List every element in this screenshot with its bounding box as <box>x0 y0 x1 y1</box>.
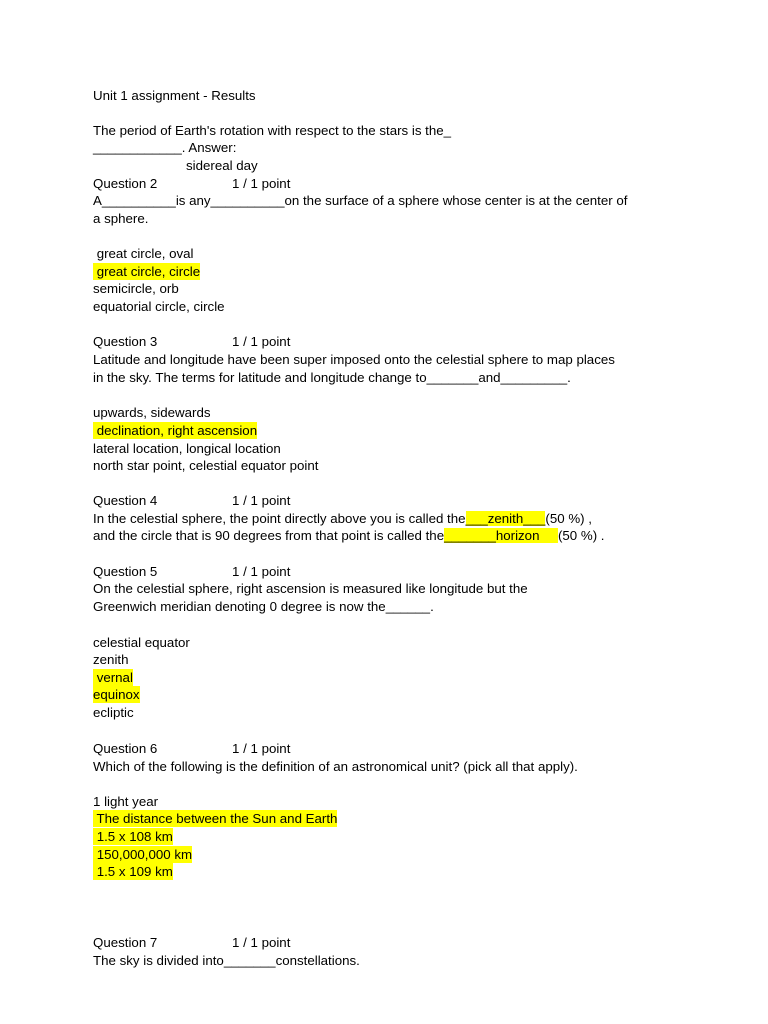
q6-option-selected: 1.5 x 108 km <box>93 829 173 844</box>
q2-option: equatorial circle, circle <box>93 299 225 314</box>
q4-answer-horizon: _______horizon <box>444 528 558 543</box>
q3-text-line2: in the sky. The terms for latitude and longitude change to_______and_________. <box>93 370 571 385</box>
q4-text-line1-end: (50 %) , <box>545 511 592 526</box>
q5-text-line1: On the celestial sphere, right ascension is measured like longitude but the <box>93 581 528 596</box>
q5-points: 1 / 1 point <box>232 564 291 579</box>
q6-option: 1 light year <box>93 794 159 809</box>
q3-option: north star point, celestial equator point <box>93 458 319 473</box>
q3-option: lateral location, longical location <box>93 441 281 456</box>
q4-answer-zenith: ___zenith___ <box>465 511 546 526</box>
q6-option-selected: 1.5 x 109 km <box>93 864 173 879</box>
q6-label: Question 6 <box>93 741 158 756</box>
q2-option: great circle, oval <box>93 246 194 261</box>
q4-text-line2 <box>93 527 605 544</box>
q2-points: 1 / 1 point <box>232 176 291 191</box>
q6-option-selected: The distance between the Sun and Earth <box>93 811 338 826</box>
q1-answer: sidereal day <box>186 158 258 173</box>
q5-label: Question 5 <box>93 564 158 579</box>
q7-label: Question 7 <box>93 935 158 950</box>
q2-option-selected: great circle, circle <box>93 264 201 279</box>
q1-text-line1: The period of Earth's rotation with respect to the stars is the_ <box>93 123 452 138</box>
q3-option-selected: declination, right ascension <box>93 423 258 438</box>
q6-option-selected: 150,000,000 km <box>93 847 193 862</box>
q2-text-line1: A__________is any__________on the surface of a sphere whose center is at the center of <box>93 193 628 208</box>
q3-option: upwards, sidewards <box>93 405 211 420</box>
page-title: Unit 1 assignment - Results <box>93 88 256 103</box>
q4-points: 1 / 1 point <box>232 493 291 508</box>
q4-text-line1-start: In the celestial sphere, the point directly above you is called the <box>93 511 466 526</box>
q2-label: Question 2 <box>93 176 158 191</box>
q2-option: semicircle, orb <box>93 281 179 296</box>
q4-text-line1 <box>93 510 592 527</box>
q4-text-line2-end: (50 %) . <box>557 528 605 543</box>
q5-option-selected: equinox <box>93 687 140 702</box>
q6-points: 1 / 1 point <box>232 741 291 756</box>
q5-text-line2: Greenwich meridian denoting 0 degree is now the______. <box>93 599 434 614</box>
q7-text-line1: The sky is divided into_______constellations. <box>93 953 360 968</box>
q5-option-selected: vernal <box>93 670 133 685</box>
q5-option: ecliptic <box>93 705 134 720</box>
q1-text-line2: ____________. Answer: <box>93 140 237 155</box>
q4-text-line2-start: and the circle that is 90 degrees from that point is called the <box>93 528 445 543</box>
q3-text-line1: Latitude and longitude have been super imposed onto the celestial sphere to map places <box>93 352 615 367</box>
q2-text-line2: a sphere. <box>93 211 149 226</box>
q3-points: 1 / 1 point <box>232 334 291 349</box>
q7-points: 1 / 1 point <box>232 935 291 950</box>
q6-text-line1: Which of the following is the definition of an astronomical unit? (pick all that apply). <box>93 759 578 774</box>
q4-label: Question 4 <box>93 493 158 508</box>
q5-option: zenith <box>93 652 129 667</box>
q5-option: celestial equator <box>93 635 190 650</box>
q3-label: Question 3 <box>93 334 158 349</box>
